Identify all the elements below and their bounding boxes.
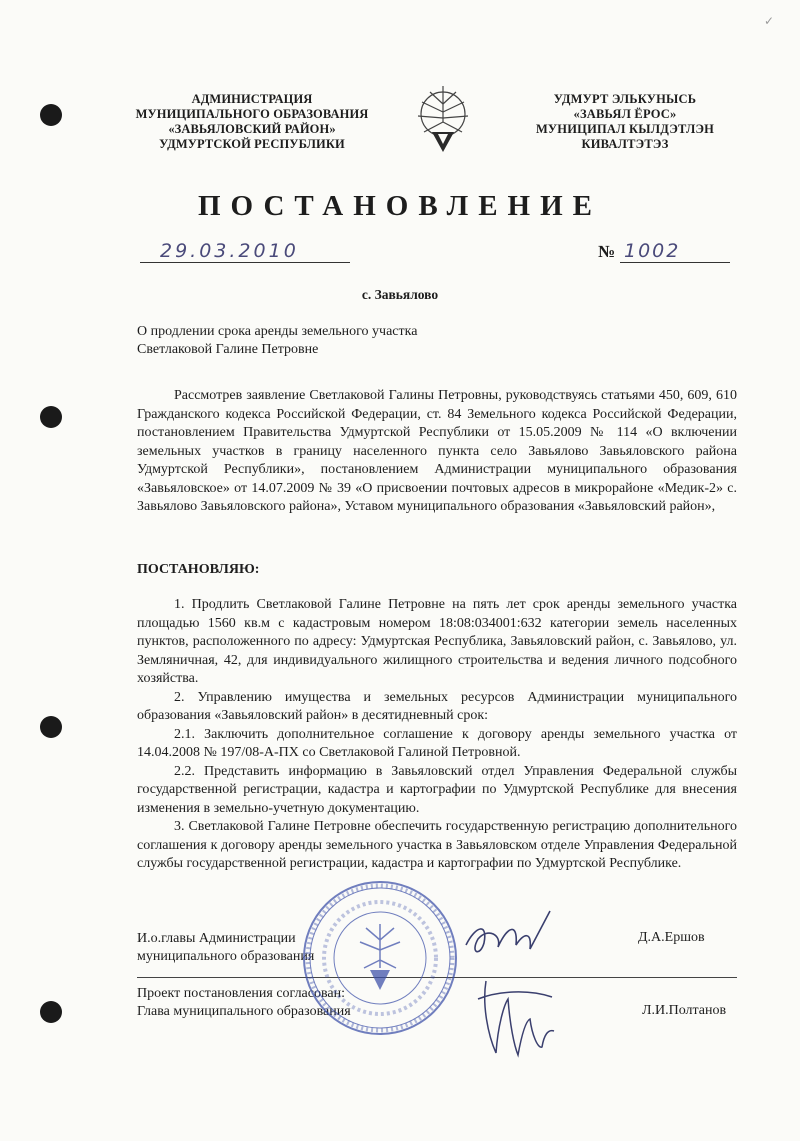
date-underline [140,262,350,263]
page-corner-mark: ✓ [763,14,774,28]
header-line: «ЗАВЬЯЛОВСКИЙ РАЙОН» [168,122,336,136]
signatory-line: И.о.главы Администрации [137,931,296,946]
header-line: МУНИЦИПАЛ КЫЛДЭТЛЭН [535,122,715,136]
subject-line: Светлаковой Галине Петровне [137,342,319,357]
resolution-item: 1. Продлить Светлаковой Галине Петровне на пять лет срок аренды земельного участка площадью 1560 кв.м с кадастровым номером 18:08:034001:632 категории земель населенных пунктов, расположенного по адресу: Удмуртская Республика, Завьяловский район, с. Завьялово, ул. Земляничная, 42, для индивидуального жилищного строительства и ведения личного подсобного хозяйства. [137,597,737,686]
header-udmurt [520,92,730,152]
signature-ershov [458,905,558,965]
resolution-item: 2.1. Заключить дополнительное соглашение к договору аренды земельного участка от 14.04.2008 № 197/08-А-ПХ со Светлаковой Галиной Петровной. [137,726,737,760]
punch-hole [40,104,62,126]
handwritten-number: 1002 [624,240,681,262]
number-label: № [598,242,616,261]
official-stamp [300,878,460,1038]
punch-hole [40,406,62,428]
signatory-line: Проект постановления согласован: [137,986,346,1001]
acting-head-name: Д.А.Ершов [638,930,705,945]
header-line: «ЗАВЬЯЛ ЁРОС» [573,107,677,121]
header-russian [112,92,392,152]
signatory-line: муниципального образования [137,949,315,964]
number-underline [620,262,730,263]
place-of-issue: с. Завьялово [361,287,439,302]
punch-hole [40,716,62,738]
document-title: ПОСТАНОВЛЕНИЕ [197,190,602,222]
subject-line: О продлении срока аренды земельного участка [137,324,418,339]
resolution-item: 3. Светлаковой Галине Петровне обеспечить государственную регистрацию дополнительного соглашения к договору аренды земельного участка в Завьяловском отделе Управления Федеральной службы государственной регистрации, кадастра и картографии по Удмуртской Республике. [137,819,737,871]
header-line: УДМУРТ ЭЛЬКУНЫСЬ [553,92,697,106]
approval-name: Л.И.Полтанов [642,1003,727,1018]
header-line: КИВАЛТЭТЭЗ [581,137,669,151]
resolve-heading: ПОСТАНОВЛЯЮ: [137,562,260,577]
header-line: МУНИЦИПАЛЬНОГО ОБРАЗОВАНИЯ [135,107,369,121]
coat-of-arms-emblem [408,82,478,160]
header-line: АДМИНИСТРАЦИЯ [191,92,313,106]
resolution-item: 2.2. Представить информацию в Завьяловский отдел Управления Федеральной службы государственной регистрации, кадастра и картографии по Удмуртской Республике для внесения изменения в земельно-учетную документацию. [137,763,737,816]
signatory-line: Глава муниципального образования [137,1004,351,1019]
document-subject [137,323,417,359]
punch-hole [40,1001,62,1023]
resolution-items [137,596,737,874]
header-line: УДМУРТСКОЙ РЕСПУБЛИКИ [159,137,345,151]
resolution-item: 2. Управлению имущества и земельных ресурсов Администрации муниципального образования «Завьяловский район» в десятидневный срок: [137,689,737,723]
acting-head-title [137,930,314,966]
handwritten-date: 29.03.2010 [160,240,299,262]
preamble-paragraph: Рассмотрев заявление Светлаковой Галины Петровны, руководствуясь статьями 450, 609, 610 Гражданского кодекса Российской Федерации, ст. 84 Земельного кодекса Российской Федерации, постановлением Правительства Удмуртской Республики от 15.05.2009 № 114 «О включении земельных участков в границу населенного пункта село Завьялово Завьяловского района Удмуртской Республики», постановлением Администрации муниципального образования «Завьяловское» от 14.07.2009 № 39 «О присвоении почтовых адресов в микрорайоне «Медик-2» с. Завьялово Завьяловского района», Уставом муниципального образования «Завьяловский район», [137,388,737,514]
signature-poltanov [468,975,578,1065]
